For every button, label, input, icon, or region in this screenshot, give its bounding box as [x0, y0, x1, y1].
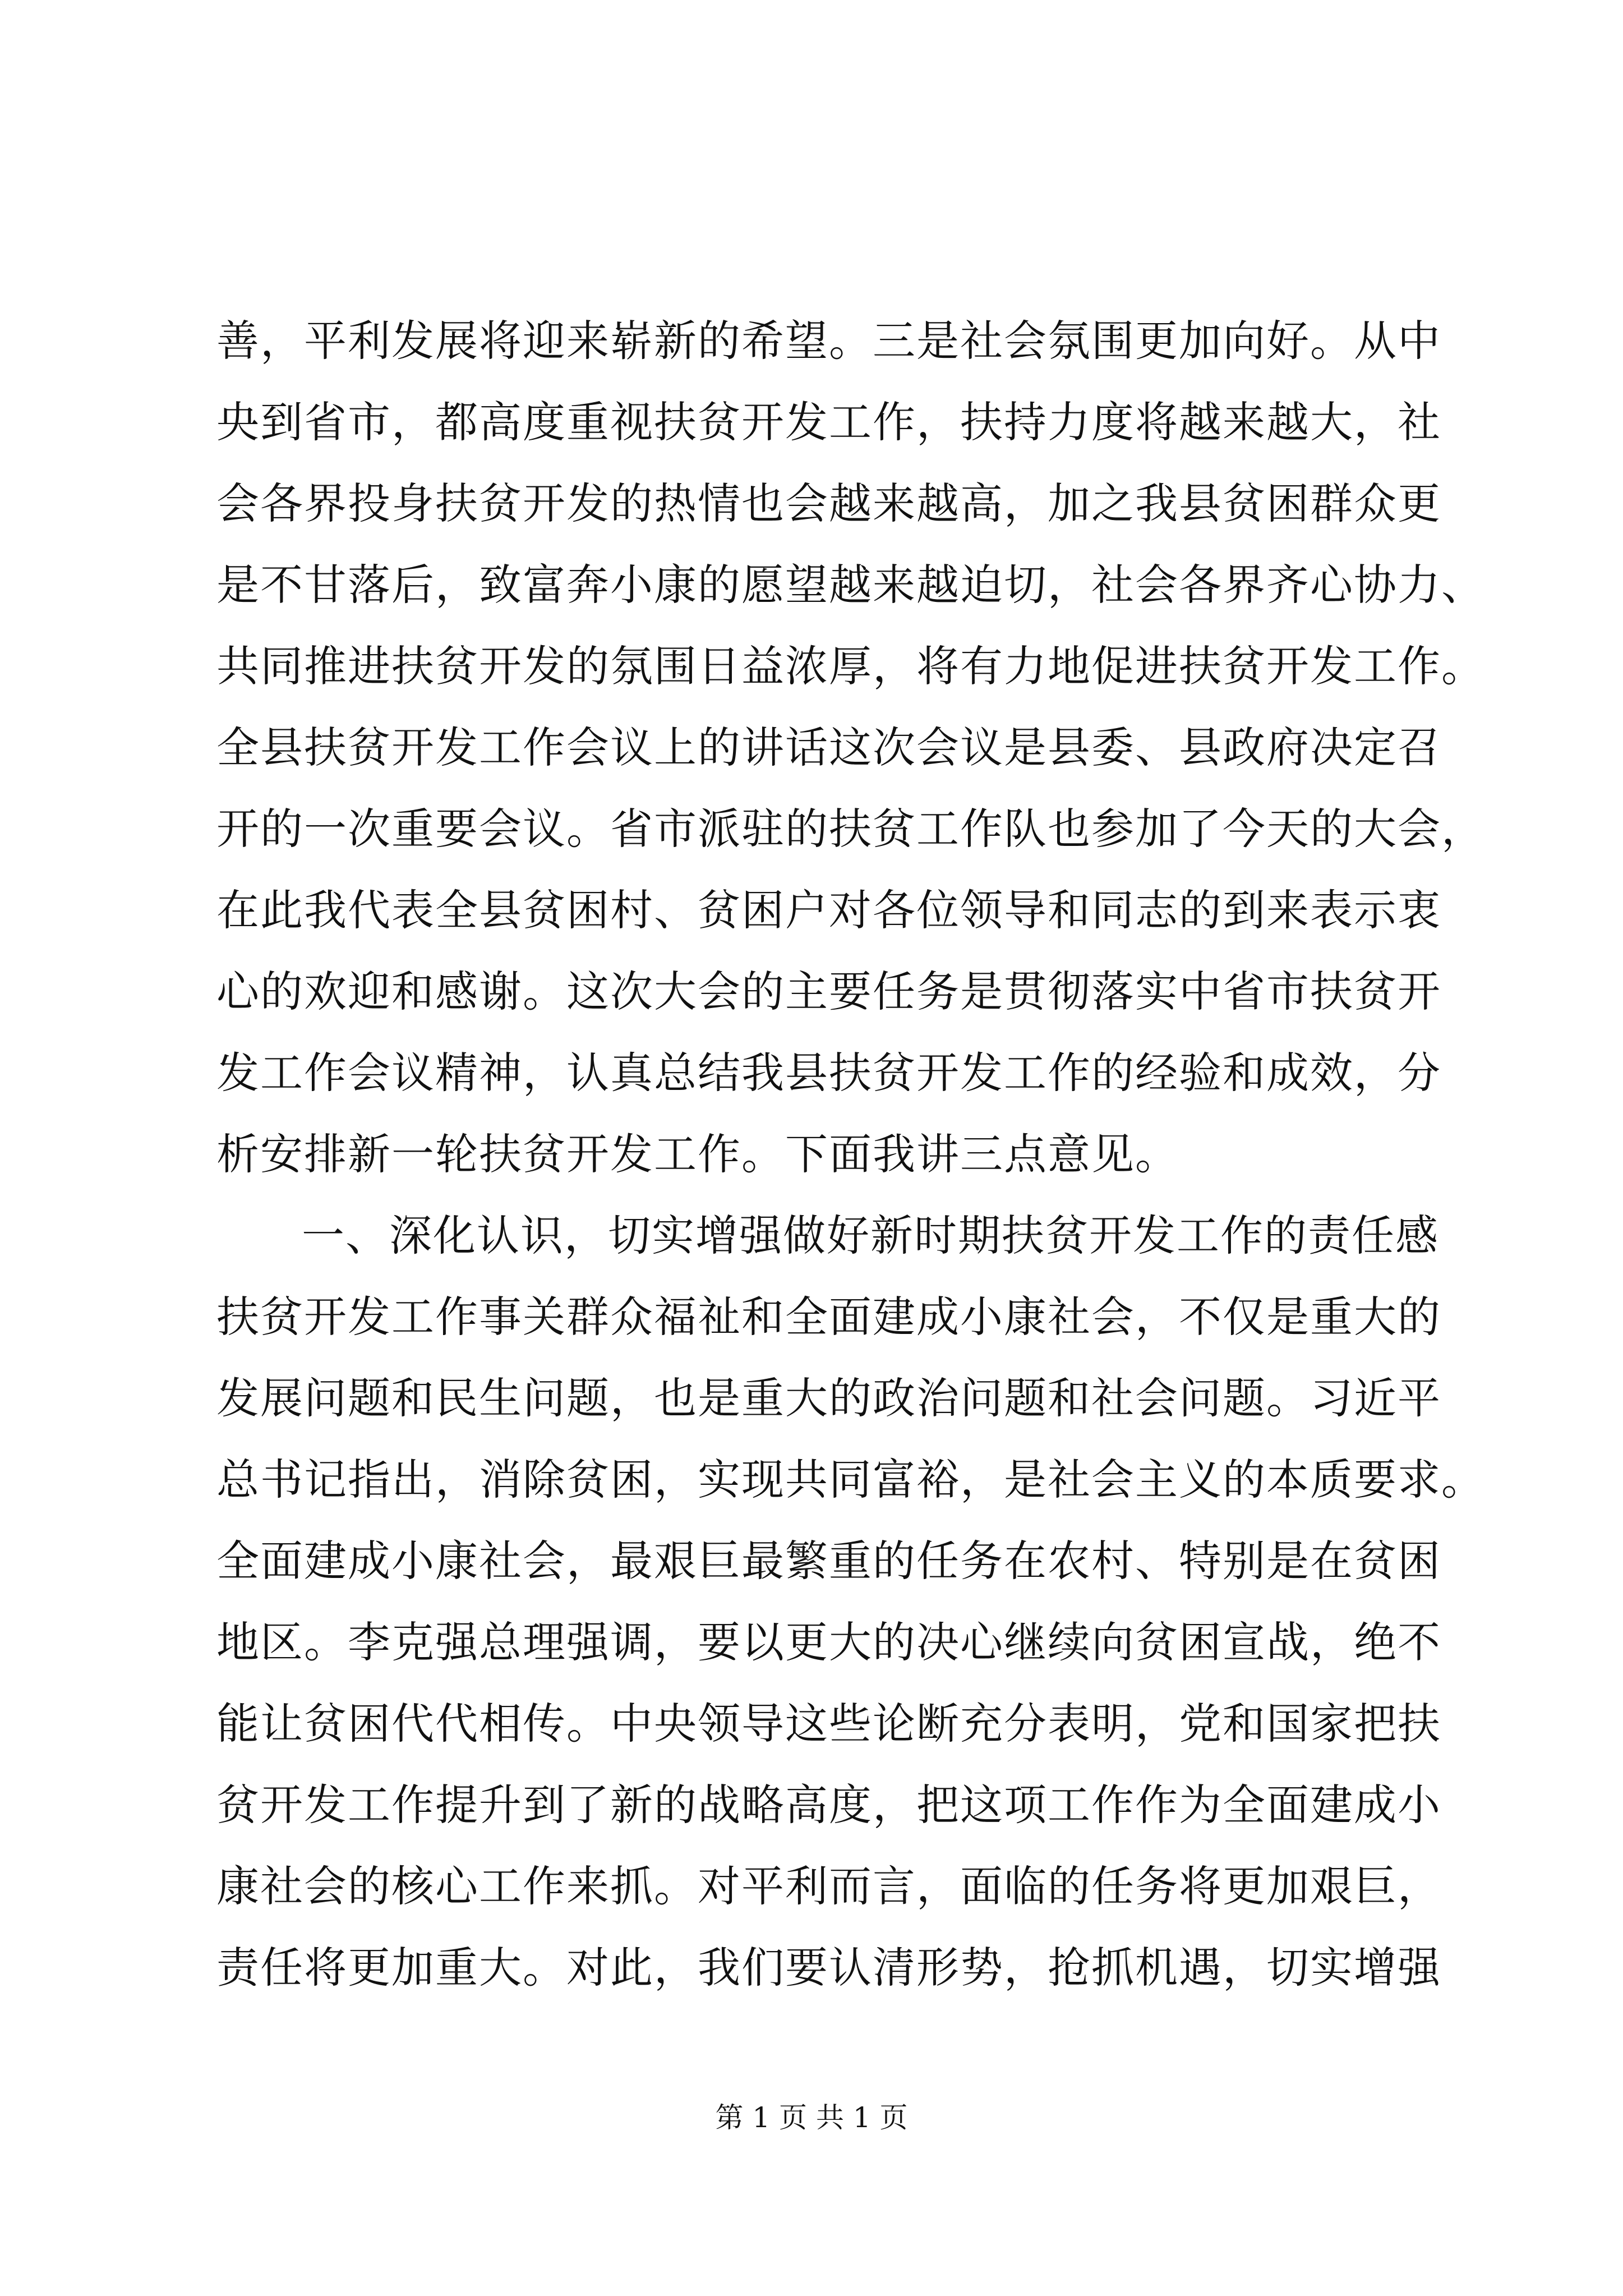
- page-number-label: 第 1 页 共 1 页: [715, 2101, 908, 2134]
- text-line: 开的一次重要会议。省市派驻的扶贫工作队也参加了今天的大会，: [216, 804, 1485, 854]
- section-heading-line: 一、深化认识，切实增强做好新时期扶贫开发工作的责任感: [302, 1211, 1439, 1260]
- text-line: 析安排新一轮扶贫开发工作。下面我讲三点意见。: [216, 1129, 1179, 1179]
- text-line: 能让贫困代代相传。中央领导这些论断充分表明，党和国家把扶: [216, 1699, 1441, 1749]
- text-line: 发工作会议精神，认真总结我县扶贫开发工作的经验和成效，分: [216, 1048, 1441, 1098]
- text-line: 央到省市，都高度重视扶贫开发工作，扶持力度将越来越大，社: [216, 397, 1441, 447]
- text-line: 会各界投身扶贫开发的热情也会越来越高，加之我县贫困群众更: [216, 478, 1441, 528]
- page-footer: [0, 2101, 1623, 2134]
- text-line: 地区。李克强总理强调，要以更大的决心继续向贫困宣战，绝不: [216, 1617, 1441, 1667]
- text-line: 总书记指出，消除贫困，实现共同富裕，是社会主义的本质要求。: [216, 1455, 1485, 1504]
- text-line: 在此我代表全县贫困村、贫困户对各位领导和同志的到来表示衷: [216, 885, 1441, 935]
- text-line: 全面建成小康社会，最艰巨最繁重的任务在农村、特别是在贫困: [216, 1536, 1441, 1586]
- text-line: 善，平利发展将迎来崭新的希望。三是社会氛围更加向好。从中: [216, 316, 1441, 366]
- text-line: 责任将更加重大。对此，我们要认清形势，抢抓机遇，切实增强: [216, 1943, 1441, 1993]
- text-line: 心的欢迎和感谢。这次大会的主要任务是贯彻落实中省市扶贫开: [216, 967, 1441, 1016]
- text-line: 发展问题和民生问题，也是重大的政治问题和社会问题。习近平: [216, 1373, 1441, 1423]
- text-line: 康社会的核心工作来抓。对平利而言，面临的任务将更加艰巨，: [216, 1861, 1441, 1911]
- text-line: 共同推进扶贫开发的氛围日益浓厚，将有力地促进扶贫开发工作。: [216, 641, 1485, 691]
- text-line: 是不甘落后，致富奔小康的愿望越来越迫切，社会各界齐心协力、: [216, 560, 1485, 610]
- text-line: 扶贫开发工作事关群众福祉和全面建成小康社会，不仅是重大的: [216, 1292, 1441, 1342]
- text-line: 贫开发工作提升到了新的战略高度，把这项工作作为全面建成小: [216, 1780, 1441, 1830]
- text-line: 全县扶贫开发工作会议上的讲话这次会议是县委、县政府决定召: [216, 723, 1441, 772]
- body-text: [216, 300, 1485, 2008]
